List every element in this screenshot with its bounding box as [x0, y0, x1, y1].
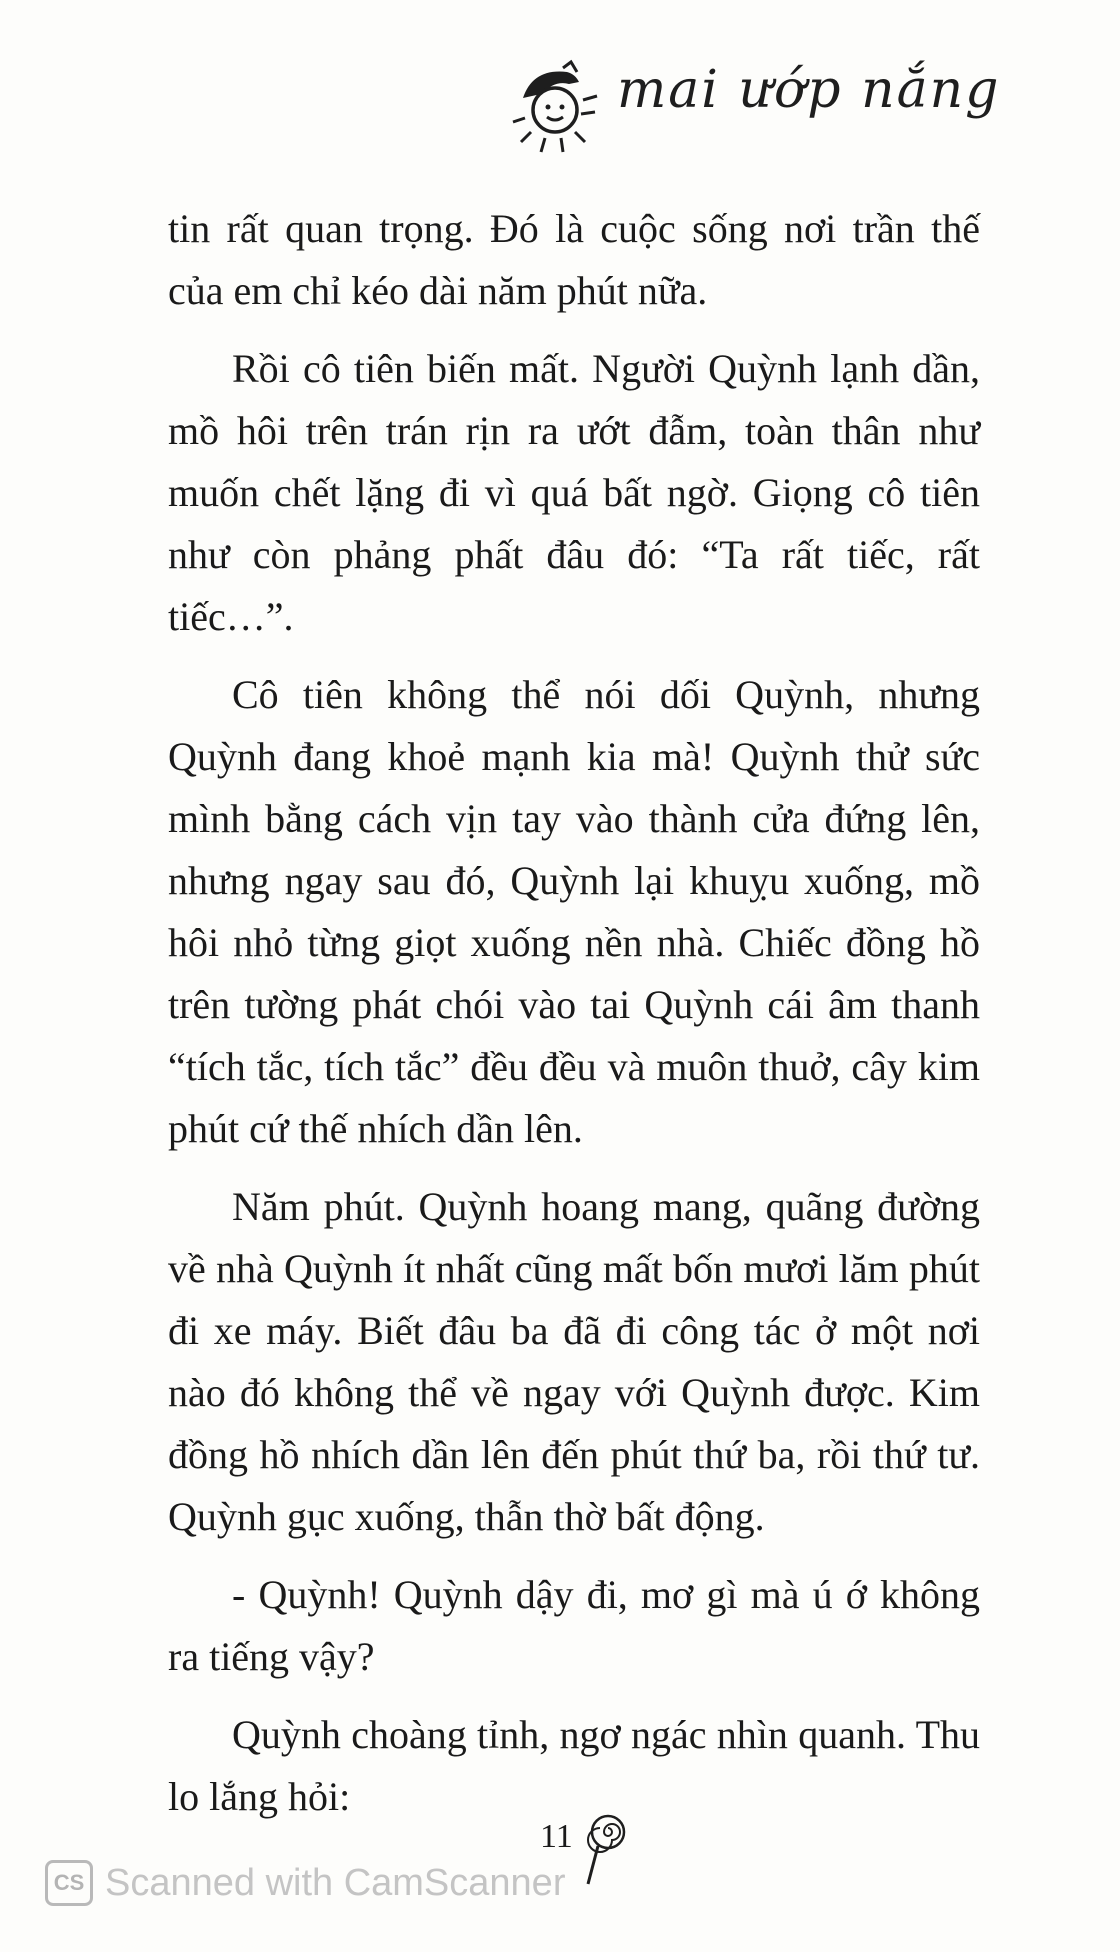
page-number: 11 [540, 1818, 573, 1855]
camscanner-logo-icon: CS [45, 1860, 93, 1906]
book-series-title: mai ướp nắng [617, 60, 1001, 120]
page-body-text [168, 198, 980, 1828]
lollipop-icon [584, 1812, 628, 1888]
page-header [505, 42, 1005, 162]
paragraph-6: Quỳnh choàng tỉnh, ngơ ngác nhìn quanh. Thu lo lắng hỏi: [168, 1712, 980, 1819]
paragraph-1: tin rất quan trọng. Đó là cuộc sống nơi trần thế của em chỉ kéo dài năm phút nữa. [168, 206, 980, 313]
paragraph-3: Cô tiên không thể nói dối Quỳnh, nhưng Quỳnh đang khoẻ mạnh kia mà! Quỳnh thử sức mình bằng cách vịn tay vào thành cửa đứng lên, nhưng ngay sau đó, Quỳnh lại khuỵu xuống, mồ hôi nhỏ từng giọt xuống nền nhà. Chiếc đồng hồ trên tường phát chói vào tai Quỳnh cái âm thanh “tích tắc, tích tắc” đều đều và muôn thuở, cây kim phút cứ thế nhích dần lên. [168, 672, 980, 1151]
paragraph-5: - Quỳnh! Quỳnh dậy đi, mơ gì mà ú ớ không ra tiếng vậy? [168, 1572, 980, 1679]
camscanner-watermark [45, 1856, 565, 1910]
sun-face-icon [505, 54, 615, 164]
paragraph-4: Năm phút. Quỳnh hoang mang, quãng đường về nhà Quỳnh ít nhất cũng mất bốn mươi lăm phút đi xe máy. Biết đâu ba đã đi công tác ở một nơi nào đó không thể về ngay với Quỳnh được. Kim đồng hồ nhích dần lên đến phút thứ ba, rồi thứ tư. Quỳnh gục xuống, thẫn thờ bất động. [168, 1184, 980, 1539]
watermark-text: Scanned with CamScanner [105, 1861, 566, 1904]
paragraph-2: Rồi cô tiên biến mất. Người Quỳnh lạnh dần, mồ hôi trên trán rịn ra ướt đẫm, toàn thân như muốn chết lặng đi vì quá bất ngờ. Giọng cô tiên như còn phảng phất đâu đó: “Ta rất tiếc, rất tiếc…”. [168, 346, 980, 639]
